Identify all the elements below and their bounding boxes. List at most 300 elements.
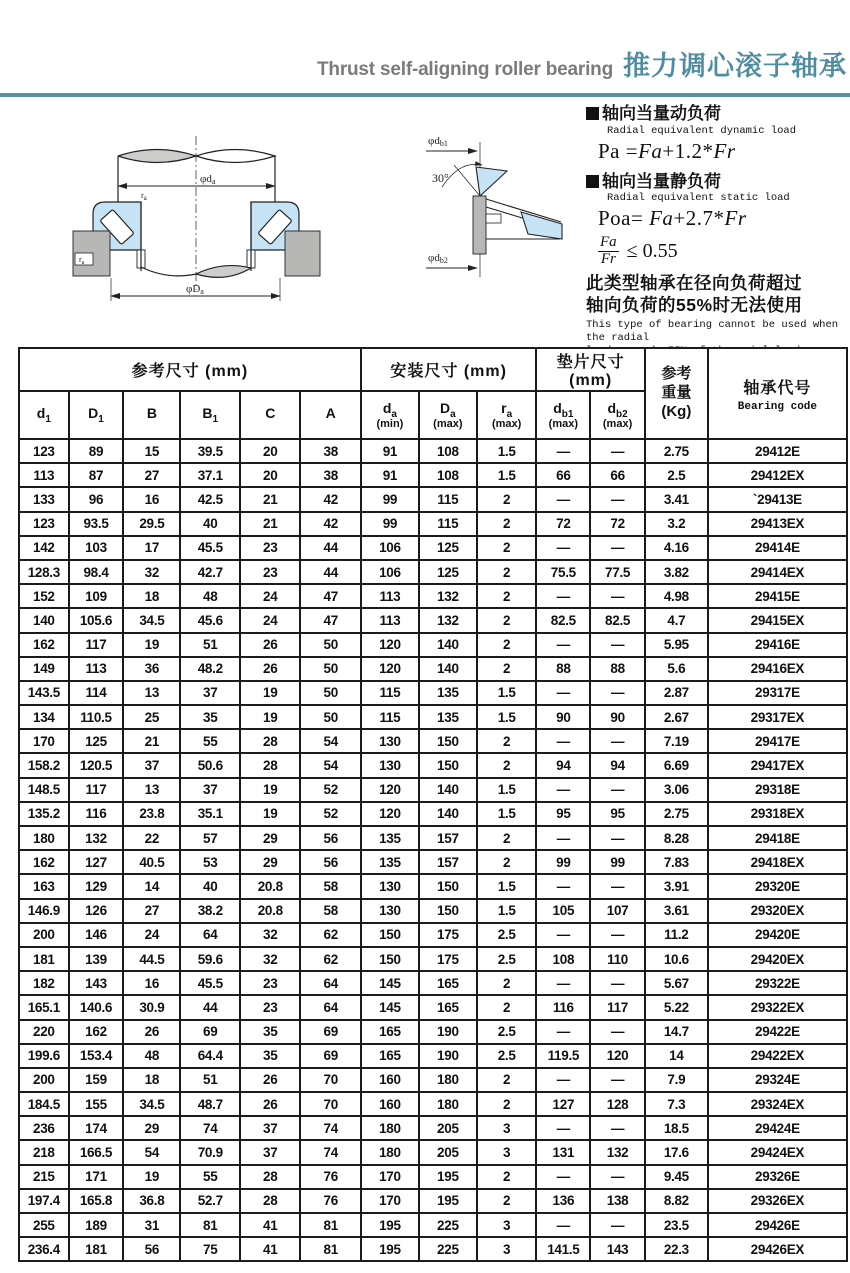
dimension-cell: 1.5 — [477, 778, 537, 802]
dimension-cell: 16 — [123, 971, 180, 995]
dimension-cell: 14 — [645, 1044, 708, 1068]
dimension-cell: 5.22 — [645, 995, 708, 1019]
bearing-code-cell: 29422EX — [708, 1044, 847, 1068]
dimension-cell: 2.75 — [645, 802, 708, 826]
dimension-cell: 89 — [69, 439, 124, 463]
col-header-A: A — [300, 391, 360, 439]
dimension-cell: — — [590, 439, 645, 463]
dimension-cell: 42.7 — [180, 560, 240, 584]
table-row — [19, 560, 847, 584]
dimension-cell: 127 — [69, 850, 124, 874]
dimension-cell: 26 — [240, 1092, 300, 1116]
dimension-cell: 94 — [536, 753, 590, 777]
dimension-cell: 26 — [240, 1068, 300, 1092]
dimension-cell: 7.19 — [645, 729, 708, 753]
dimension-cell: 153.4 — [69, 1044, 124, 1068]
dimension-cell: 120.5 — [69, 753, 124, 777]
table-row — [19, 729, 847, 753]
dimension-cell: 1.5 — [477, 463, 537, 487]
dimension-cell: — — [536, 923, 590, 947]
table-row — [19, 705, 847, 729]
load-formula-notes — [586, 104, 848, 358]
dimension-cell: 19 — [240, 681, 300, 705]
dimension-cell: 54 — [300, 729, 360, 753]
dimension-cell: 200 — [19, 923, 69, 947]
dimension-cell: 23.5 — [645, 1213, 708, 1237]
dimension-cell: 2 — [477, 1189, 537, 1213]
dimension-cell: 23.8 — [123, 802, 180, 826]
dimension-cell: 66 — [590, 463, 645, 487]
dimension-cell: 81 — [300, 1237, 360, 1261]
dimension-cell: 22.3 — [645, 1237, 708, 1261]
bearing-code-cell: 29414EX — [708, 560, 847, 584]
table-row — [19, 826, 847, 850]
dimension-cell: 20.8 — [240, 899, 300, 923]
dimension-cell: — — [536, 826, 590, 850]
bearing-cross-section-diagram — [58, 108, 392, 313]
dimension-cell: 5.6 — [645, 657, 708, 681]
dimension-cell: 4.16 — [645, 536, 708, 560]
dimension-cell: 108 — [419, 463, 477, 487]
fraction-limit: ≤ 0.55 — [626, 239, 678, 262]
dimension-cell: 24 — [123, 923, 180, 947]
dimension-cell: 160 — [361, 1068, 419, 1092]
dimension-cell: 56 — [300, 826, 360, 850]
dimension-cell: 56 — [123, 1237, 180, 1261]
shaft-break-lens-right — [196, 150, 275, 163]
dimension-cell: 13 — [123, 778, 180, 802]
bearing-code-cell: 29318EX — [708, 802, 847, 826]
dimension-cell: 2 — [477, 995, 537, 1019]
dimension-cell: 165 — [419, 971, 477, 995]
dimension-cell: 110.5 — [69, 705, 124, 729]
dimension-cell: 190 — [419, 1044, 477, 1068]
dimension-cell: 20 — [240, 463, 300, 487]
dimension-cell: 1.5 — [477, 705, 537, 729]
dimension-cell: 3.06 — [645, 778, 708, 802]
dimension-cell: 2.5 — [645, 463, 708, 487]
dimension-cell: 184.5 — [19, 1092, 69, 1116]
fraction-denominator: Fr — [600, 250, 616, 267]
dimension-cell: 1.5 — [477, 802, 537, 826]
bearing-code-cell: 29326E — [708, 1165, 847, 1189]
bearing-code-cell: 29412E — [708, 439, 847, 463]
dimension-cell: 69 — [300, 1044, 360, 1068]
dimension-cell: 175 — [419, 947, 477, 971]
dimension-cell: 181 — [19, 947, 69, 971]
dimension-cell: 37 — [123, 753, 180, 777]
dimension-cell: 180 — [419, 1092, 477, 1116]
dimension-cell: 4.7 — [645, 608, 708, 632]
dimension-cell: 125 — [69, 729, 124, 753]
dimension-cell: 117 — [590, 995, 645, 1019]
dimension-cell: — — [536, 1116, 590, 1140]
dimension-cell: — — [590, 487, 645, 511]
dimension-cell: 9.45 — [645, 1165, 708, 1189]
group-header-shim-dimensions: 垫片尺寸 (mm) — [536, 348, 644, 391]
dimension-cell: 2 — [477, 584, 537, 608]
dimension-cell: 11.2 — [645, 923, 708, 947]
table-row — [19, 608, 847, 632]
dimension-cell: 55 — [180, 729, 240, 753]
dimension-cell: — — [536, 874, 590, 898]
dimension-cell: 133 — [19, 487, 69, 511]
dimension-cell: 47 — [300, 608, 360, 632]
header-reference-weight: 参考 重量 (Kg) — [645, 348, 708, 439]
table-row — [19, 802, 847, 826]
dimension-cell: 41 — [240, 1213, 300, 1237]
dimension-cell: 3 — [477, 1213, 537, 1237]
dimension-cell: 150 — [361, 923, 419, 947]
dimension-cell: 50.6 — [180, 753, 240, 777]
dimension-cell: 38.2 — [180, 899, 240, 923]
dimension-cell: 1.5 — [477, 874, 537, 898]
dimension-cell: 53 — [180, 850, 240, 874]
group-header-mounting-dimensions: 安装尺寸 (mm) — [361, 348, 537, 391]
dimension-cell: 29.5 — [123, 512, 180, 536]
table-row — [19, 487, 847, 511]
dim-label-db2: φdb2 — [428, 252, 448, 265]
col-header-ra-max: $r_a$ (max) — [477, 391, 537, 439]
bearing-table — [18, 347, 848, 1262]
table-row — [19, 633, 847, 657]
dimension-cell: 69 — [180, 1020, 240, 1044]
dimension-cell: 135 — [361, 826, 419, 850]
table-row — [19, 778, 847, 802]
dimension-cell: 205 — [419, 1140, 477, 1164]
dimension-cell: 1.5 — [477, 681, 537, 705]
dimension-cell: — — [536, 584, 590, 608]
dimension-cell: 3 — [477, 1237, 537, 1261]
dimension-cell: 39.5 — [180, 439, 240, 463]
dimension-cell: 77.5 — [590, 560, 645, 584]
table-row — [19, 1165, 847, 1189]
dimension-cell: 26 — [240, 657, 300, 681]
dimension-cell: 57 — [180, 826, 240, 850]
col-header-B: B — [123, 391, 180, 439]
dimension-cell: 103 — [69, 536, 124, 560]
dimension-cell: 108 — [419, 439, 477, 463]
dimension-cell: — — [536, 1068, 590, 1092]
dimension-cell: 148.5 — [19, 778, 69, 802]
dimension-cell: 54 — [300, 753, 360, 777]
dimension-cell: 125 — [419, 560, 477, 584]
table-row — [19, 657, 847, 681]
dimension-cell: 27 — [123, 463, 180, 487]
dimension-cell: 90 — [590, 705, 645, 729]
dimension-cell: 37 — [180, 681, 240, 705]
dimension-cell: 171 — [69, 1165, 124, 1189]
dimension-cell: 140 — [419, 633, 477, 657]
dimension-cell: 5.95 — [645, 633, 708, 657]
dimension-cell: 21 — [240, 487, 300, 511]
bearing-code-cell: 29417E — [708, 729, 847, 753]
dimension-cell: 140 — [419, 802, 477, 826]
table-row — [19, 923, 847, 947]
dimension-cell: 37 — [240, 1116, 300, 1140]
dimension-cell: 42 — [300, 487, 360, 511]
dimension-cell: 50 — [300, 681, 360, 705]
ratio-constraint — [598, 235, 848, 268]
dimension-cell: 113 — [69, 657, 124, 681]
dimension-cell: 149 — [19, 657, 69, 681]
black-square-icon — [586, 175, 599, 188]
dimension-cell: 10.6 — [645, 947, 708, 971]
static-load-title-zh: 轴向当量静负荷 — [602, 171, 721, 191]
dimension-cell: 40 — [180, 874, 240, 898]
dimension-cell: 132 — [69, 826, 124, 850]
dimension-cell: — — [590, 874, 645, 898]
dimension-cell: 150 — [419, 874, 477, 898]
dimension-cell: 120 — [361, 657, 419, 681]
dimension-cell: 19 — [240, 778, 300, 802]
dimension-cell: — — [536, 439, 590, 463]
dimension-cell: 62 — [300, 947, 360, 971]
col-header-da-min: $d_a$ (min) — [361, 391, 419, 439]
bearing-code-cell: 29324EX — [708, 1092, 847, 1116]
dimension-cell: 88 — [536, 657, 590, 681]
dimension-cell: 195 — [361, 1213, 419, 1237]
dimension-cell: 143 — [69, 971, 124, 995]
dimension-cell: 22 — [123, 826, 180, 850]
table-row — [19, 536, 847, 560]
dimension-cell: 157 — [419, 826, 477, 850]
dimension-cell: 141.5 — [536, 1237, 590, 1261]
dimension-cell: 199.6 — [19, 1044, 69, 1068]
dimension-cell: 2 — [477, 1092, 537, 1116]
dimension-cell: 29 — [240, 826, 300, 850]
dimension-cell: — — [536, 1213, 590, 1237]
dimension-cell: 139 — [69, 947, 124, 971]
dimension-cell: 19 — [123, 1165, 180, 1189]
formula-fragment: Pa = — [598, 138, 639, 163]
bearing-code-cell: 29416EX — [708, 657, 847, 681]
dimension-cell: 135 — [419, 705, 477, 729]
dimension-cell: 99 — [361, 512, 419, 536]
caution-note-chinese — [586, 272, 848, 318]
bearing-code-cell: 29412EX — [708, 463, 847, 487]
bearing-code-cell: 29326EX — [708, 1189, 847, 1213]
dimension-cell: 36 — [123, 657, 180, 681]
dimension-cell: 14.7 — [645, 1020, 708, 1044]
dimension-cell: 2.5 — [477, 1020, 537, 1044]
dimension-cell: 82.5 — [536, 608, 590, 632]
dimension-cell: 35 — [240, 1044, 300, 1068]
dimension-cell: 32 — [240, 947, 300, 971]
dimension-cell: 28 — [240, 753, 300, 777]
dimension-cell: 150 — [419, 729, 477, 753]
dimension-cell: 132 — [419, 584, 477, 608]
dimension-cell: 14 — [123, 874, 180, 898]
dimension-cell: 2.75 — [645, 439, 708, 463]
washer-wedge — [476, 167, 507, 196]
dimension-cell: 2 — [477, 560, 537, 584]
caution-zh-line2: 轴向负荷的55%时无法使用 — [586, 295, 803, 316]
dimension-cell: 58 — [300, 899, 360, 923]
dimension-cell: 106 — [361, 560, 419, 584]
dimension-cell: 45.6 — [180, 608, 240, 632]
dimension-cell: — — [536, 1020, 590, 1044]
header-divider — [0, 93, 850, 97]
dimension-cell: 3 — [477, 1116, 537, 1140]
dimension-cell: 35.1 — [180, 802, 240, 826]
dimension-cell: 145 — [361, 995, 419, 1019]
dimension-cell: 2 — [477, 1165, 537, 1189]
dimension-cell: 64 — [300, 995, 360, 1019]
dimension-cell: 7.3 — [645, 1092, 708, 1116]
dimension-cell: 45.5 — [180, 971, 240, 995]
dimension-cell: 134 — [19, 705, 69, 729]
dimension-cell: 17 — [123, 536, 180, 560]
page-title — [317, 44, 847, 83]
formula-fragment: Fr — [713, 138, 736, 163]
dimension-cell: 2 — [477, 657, 537, 681]
formula-fragment: Poa= — [598, 206, 650, 231]
dimension-cell: 81 — [300, 1213, 360, 1237]
dimension-cell: 150 — [419, 899, 477, 923]
bearing-code-cell: 29426EX — [708, 1237, 847, 1261]
dimension-cell: 162 — [19, 850, 69, 874]
dimension-cell: 37.1 — [180, 463, 240, 487]
shim-plate — [473, 196, 486, 254]
dimension-cell: 146.9 — [19, 899, 69, 923]
dimension-cell: 66 — [536, 463, 590, 487]
dimension-cell: 2 — [477, 633, 537, 657]
bearing-code-cell: 29322E — [708, 971, 847, 995]
dimension-cell: — — [590, 536, 645, 560]
dimension-cell: 136 — [536, 1189, 590, 1213]
dimension-cell: 18 — [123, 584, 180, 608]
static-load-title-en: Radial equivalent static load — [607, 192, 790, 205]
dimension-cell: 27 — [123, 899, 180, 923]
dimension-cell: 1.5 — [477, 439, 537, 463]
dimension-cell: 29 — [240, 850, 300, 874]
table-row — [19, 584, 847, 608]
dimension-cell: 165.1 — [19, 995, 69, 1019]
table-row — [19, 512, 847, 536]
dimension-cell: 113 — [361, 584, 419, 608]
table-row — [19, 1189, 847, 1213]
housing-radius-label: $r_a$ — [79, 255, 85, 266]
dimension-cell: 58 — [300, 874, 360, 898]
caution-en-line1: This type of bearing cannot be used when the radial — [586, 319, 839, 345]
dimension-cell: 195 — [419, 1165, 477, 1189]
dimension-cell: 130 — [361, 729, 419, 753]
dimension-cell: 2.67 — [645, 705, 708, 729]
dimension-cell: 2 — [477, 826, 537, 850]
table-row — [19, 1020, 847, 1044]
dimension-cell: 108 — [536, 947, 590, 971]
dimension-cell: 40 — [180, 512, 240, 536]
table-row — [19, 971, 847, 995]
dimension-cell: 146 — [69, 923, 124, 947]
dimension-cell: 25 — [123, 705, 180, 729]
dimension-cell: — — [590, 778, 645, 802]
dimension-cell: 20 — [240, 439, 300, 463]
dimension-cell: — — [590, 729, 645, 753]
dimension-cell: — — [590, 681, 645, 705]
dimension-cell: 174 — [69, 1116, 124, 1140]
dimension-cell: 115 — [361, 705, 419, 729]
col-header-d1: $d_1$ — [19, 391, 69, 439]
col-header-db1-max: $d_{b1}$ (max) — [536, 391, 590, 439]
dimension-cell: 70.9 — [180, 1140, 240, 1164]
formula-fragment: Fr — [724, 206, 747, 231]
dimension-cell: 93.5 — [69, 512, 124, 536]
group-header-reference-dimensions: 参考尺寸 (mm) — [19, 348, 361, 391]
bearing-code-cell: 29318E — [708, 778, 847, 802]
dimension-cell: 109 — [69, 584, 124, 608]
dimension-cell: 140.6 — [69, 995, 124, 1019]
dimension-cell: 44 — [300, 536, 360, 560]
dimension-cell: 140 — [419, 778, 477, 802]
dimension-cell: 74 — [300, 1116, 360, 1140]
dimension-cell: 91 — [361, 463, 419, 487]
dimension-cell: 2 — [477, 1068, 537, 1092]
dimension-cell: 64 — [300, 971, 360, 995]
dimension-cell: 205 — [419, 1116, 477, 1140]
dimension-cell: 128 — [590, 1092, 645, 1116]
dimension-cell: 225 — [419, 1237, 477, 1261]
table-row — [19, 947, 847, 971]
dimension-cell: 30.9 — [123, 995, 180, 1019]
bearing-code-cell: 29420E — [708, 923, 847, 947]
table-row — [19, 1068, 847, 1092]
dimension-cell: 2 — [477, 512, 537, 536]
dimension-cell: 91 — [361, 439, 419, 463]
dimension-cell: 70 — [300, 1068, 360, 1092]
dimension-cell: 106 — [361, 536, 419, 560]
dimension-cell: 158.2 — [19, 753, 69, 777]
bearing-code-cell: 29320E — [708, 874, 847, 898]
bearing-code-cell: 29320EX — [708, 899, 847, 923]
dimension-cell: 69 — [300, 1020, 360, 1044]
dimension-cell: 96 — [69, 487, 124, 511]
dimension-cell: 180 — [19, 826, 69, 850]
dimension-cell: — — [536, 487, 590, 511]
dimension-cell: 31 — [123, 1213, 180, 1237]
corner-radius-label: ra — [141, 191, 147, 202]
dimension-cell: 44 — [300, 560, 360, 584]
dimension-cell: 1.5 — [477, 899, 537, 923]
dimension-cell: 26 — [240, 633, 300, 657]
dimension-cell: 35 — [240, 1020, 300, 1044]
bearing-code-cell: 29317EX — [708, 705, 847, 729]
dimension-cell: 117 — [69, 633, 124, 657]
dimension-cell: 159 — [69, 1068, 124, 1092]
dimension-cell: 8.28 — [645, 826, 708, 850]
dimension-cell: 143 — [590, 1237, 645, 1261]
dimension-cell: 150 — [419, 753, 477, 777]
dimension-cell: 34.5 — [123, 1092, 180, 1116]
dimension-cell: 120 — [361, 802, 419, 826]
dimension-cell: 40.5 — [123, 850, 180, 874]
dimension-cell: 35 — [180, 705, 240, 729]
dimension-cell: 140 — [419, 657, 477, 681]
table-row — [19, 1140, 847, 1164]
bearing-table-body — [19, 439, 847, 1261]
dimension-cell: 37 — [180, 778, 240, 802]
static-load-formula — [598, 206, 848, 231]
bearing-code-cell: 29415E — [708, 584, 847, 608]
dimension-cell: 120 — [361, 778, 419, 802]
dimension-cell: 105.6 — [69, 608, 124, 632]
dimension-cell: 190 — [419, 1020, 477, 1044]
bearing-code-cell: 29417EX — [708, 753, 847, 777]
dimension-cell: 127 — [536, 1092, 590, 1116]
dimension-cell: 218 — [19, 1140, 69, 1164]
col-header-D1: $D_1$ — [69, 391, 124, 439]
